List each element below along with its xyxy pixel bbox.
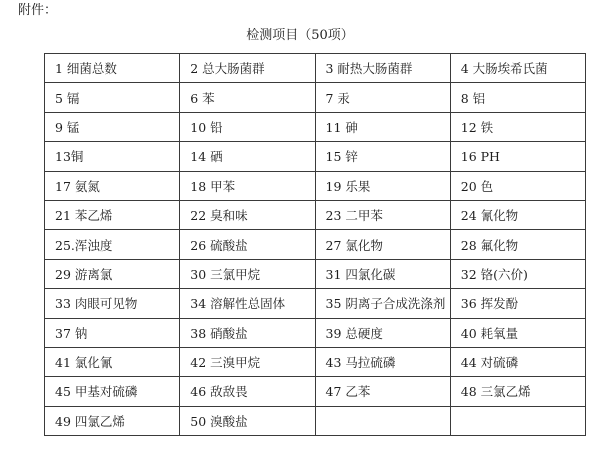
test-item-cell: 35 阴离子合成洗涤剂	[315, 289, 450, 318]
test-items-table	[44, 53, 586, 436]
test-item-cell: 36 挥发酚	[450, 289, 585, 318]
test-item-cell: 3 耐热大肠菌群	[315, 54, 450, 83]
test-item-cell: 21 苯乙烯	[45, 200, 180, 229]
test-item-cell: 12 铁	[450, 112, 585, 141]
test-item-cell: 23 二甲苯	[315, 200, 450, 229]
test-item-cell: 4 大肠埃希氏菌	[450, 54, 585, 83]
test-item-cell: 14 硒	[180, 142, 315, 171]
table-row	[45, 83, 586, 112]
test-item-cell: 48 三氯乙烯	[450, 377, 585, 406]
test-item-cell: 25.浑浊度	[45, 230, 180, 259]
table-row	[45, 200, 586, 229]
test-item-cell: 5 镉	[45, 83, 180, 112]
test-item-cell: 49 四氯乙烯	[45, 406, 180, 435]
test-item-cell: 29 游离氯	[45, 259, 180, 288]
test-item-cell: 37 钠	[45, 318, 180, 347]
table-row	[45, 347, 586, 376]
test-item-cell: 6 苯	[180, 83, 315, 112]
test-item-cell: 40 耗氧量	[450, 318, 585, 347]
test-item-cell: 50 溴酸盐	[180, 406, 315, 435]
table-row	[45, 289, 586, 318]
document-title: 检测项目（50项）	[246, 28, 354, 43]
test-item-cell: 22 臭和味	[180, 200, 315, 229]
test-item-cell: 15 锌	[315, 142, 450, 171]
test-item-cell: 33 肉眼可见物	[45, 289, 180, 318]
test-item-cell: 17 氨氮	[45, 171, 180, 200]
test-items-table-body	[45, 54, 586, 436]
empty-cell	[315, 406, 450, 435]
test-item-cell: 2 总大肠菌群	[180, 54, 315, 83]
test-item-cell: 18 甲苯	[180, 171, 315, 200]
test-item-cell: 34 溶解性总固体	[180, 289, 315, 318]
test-item-cell: 16 PH	[450, 142, 585, 171]
table-row	[45, 259, 586, 288]
attachment-label: 附件：	[18, 3, 58, 18]
test-item-cell: 43 马拉硫磷	[315, 347, 450, 376]
table-row	[45, 142, 586, 171]
test-item-cell: 26 硫酸盐	[180, 230, 315, 259]
table-row	[45, 377, 586, 406]
test-item-cell: 42 三溴甲烷	[180, 347, 315, 376]
test-item-cell: 13铜	[45, 142, 180, 171]
table-row	[45, 54, 586, 83]
test-item-cell: 32 铬(六价)	[450, 259, 585, 288]
test-item-cell: 44 对硫磷	[450, 347, 585, 376]
test-item-cell: 1 细菌总数	[45, 54, 180, 83]
test-item-cell: 45 甲基对硫磷	[45, 377, 180, 406]
test-item-cell: 41 氯化氰	[45, 347, 180, 376]
test-item-cell: 31 四氯化碳	[315, 259, 450, 288]
test-item-cell: 9 锰	[45, 112, 180, 141]
test-item-cell: 46 敌敌畏	[180, 377, 315, 406]
test-item-cell: 7 汞	[315, 83, 450, 112]
test-item-cell: 27 氯化物	[315, 230, 450, 259]
test-item-cell: 38 硝酸盐	[180, 318, 315, 347]
test-item-cell: 19 乐果	[315, 171, 450, 200]
test-item-cell: 28 氟化物	[450, 230, 585, 259]
table-row	[45, 318, 586, 347]
empty-cell	[450, 406, 585, 435]
table-row	[45, 171, 586, 200]
test-item-cell: 8 铝	[450, 83, 585, 112]
table-row	[45, 230, 586, 259]
test-item-cell: 11 砷	[315, 112, 450, 141]
test-item-cell: 10 铅	[180, 112, 315, 141]
test-item-cell: 24 氰化物	[450, 200, 585, 229]
test-item-cell: 47 乙苯	[315, 377, 450, 406]
test-item-cell: 39 总硬度	[315, 318, 450, 347]
test-item-cell: 20 色	[450, 171, 585, 200]
table-row	[45, 112, 586, 141]
test-item-cell: 30 三氯甲烷	[180, 259, 315, 288]
table-row	[45, 406, 586, 435]
